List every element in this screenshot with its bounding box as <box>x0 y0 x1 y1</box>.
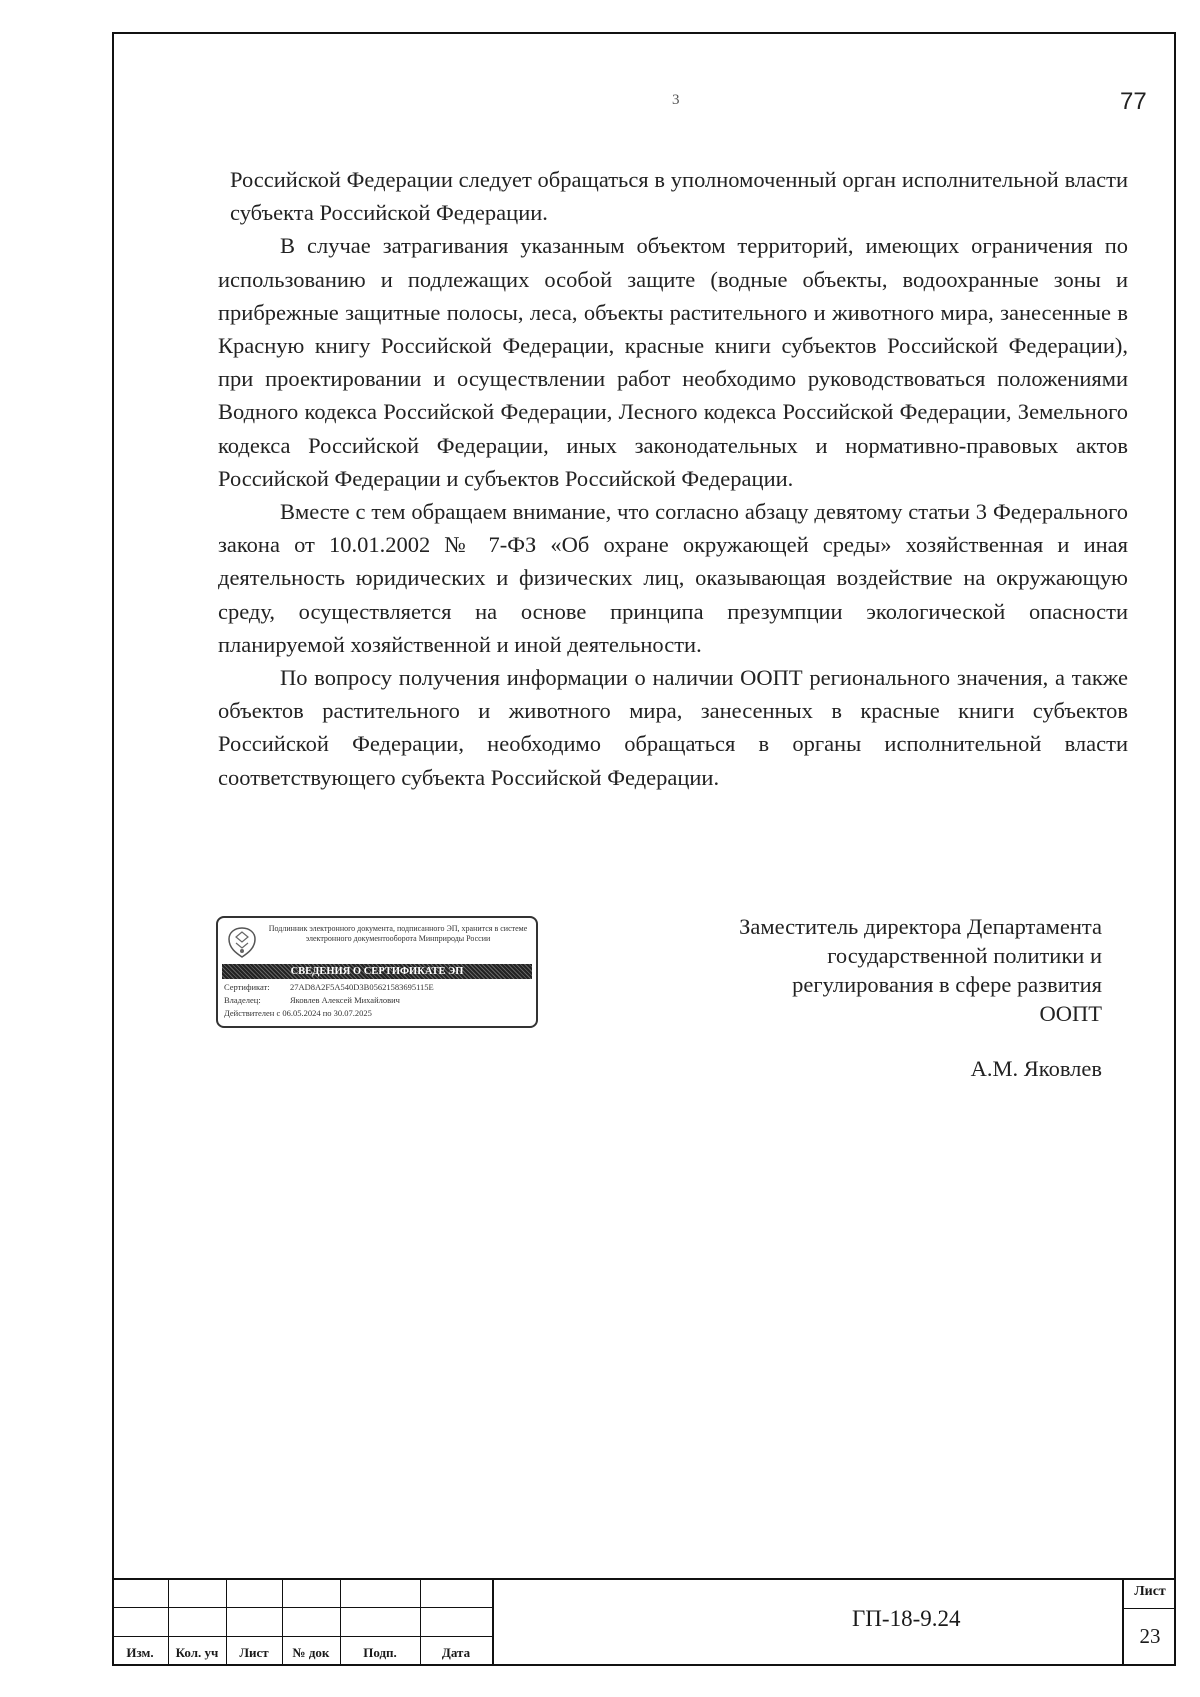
tb-line-v5 <box>420 1578 421 1666</box>
page-number: 3 <box>672 92 680 108</box>
tb-col-data: Дата <box>441 1645 471 1660</box>
stamp-cert-label: Сертификат: <box>224 982 270 992</box>
signature-block <box>640 912 1102 1083</box>
paragraph-2: В случае затрагивания указанным объектом территорий, имеющих ограничения по использованию и подлежащих особой защите (водные объекты, водоохранные зоны и прибрежные защитные полосы, леса, объекты растительного и животного мира, занесенные в Красную книгу Российской Федерации, красные книги субъектов Российской Федерации), при проектировании и осуществлении работ необходимо руководствоваться положениями Водного кодекса Российской Федерации, Лесного кодекса Российской Федерации, Земельного кодекса Российской Федерации, иных законодательных и нормативно-правовых актов Российской Федерации и субъектов Российской Федерации. <box>218 233 1128 491</box>
signer-position-line-2: государственной политики и <box>827 943 1102 968</box>
letter-body <box>218 163 1128 794</box>
stamp-cert-value: 27AD8A2F5A540D3B05621583695115E <box>290 982 434 992</box>
tb-col-list: Лист <box>239 1645 269 1660</box>
tb-col-izm: Изм. <box>126 1645 154 1660</box>
tb-line-v6 <box>492 1578 494 1666</box>
tb-line-top <box>112 1578 1176 1580</box>
stamp-owner-value: Яковлев Алексей Михайлович <box>290 995 400 1005</box>
tb-line-row1 <box>112 1607 492 1608</box>
tb-col-podp: Подп. <box>363 1645 397 1660</box>
signer-name: А.М. Яковлев <box>970 1056 1102 1081</box>
signer-position-line-4: ООПТ <box>1039 1001 1102 1026</box>
tb-line-sheet <box>1122 1608 1176 1609</box>
tb-col-ndok: № док <box>292 1645 330 1660</box>
coat-of-arms-icon <box>224 924 260 960</box>
title-block <box>112 1578 1176 1666</box>
stamp-owner-label: Владелец: <box>224 995 261 1005</box>
sheet-number: 23 <box>1139 1624 1161 1648</box>
e-signature-stamp <box>216 916 538 1028</box>
tb-line-row2 <box>112 1636 492 1637</box>
stamp-validity: Действителен с 06.05.2024 по 30.07.2025 <box>224 1008 372 1018</box>
document-code: ГП-18-9.24 <box>852 1606 961 1631</box>
tb-col-kol: Кол. уч <box>175 1645 219 1660</box>
document-number: 77 <box>1120 88 1147 115</box>
stamp-title: СВЕДЕНИЯ О СЕРТИФИКАТЕ ЭП <box>222 964 532 979</box>
paragraph-1: Российской Федерации следует обращаться в уполномоченный орган исполнительной власти субъекта Российской Федерации. <box>230 167 1128 226</box>
sheet-label: Лист <box>1134 1584 1166 1599</box>
paragraph-3: Вместе с тем обращаем внимание, что согласно абзацу девятому статьи 3 Федерального закона от 10.01.2002 № 7-ФЗ «Об охране окружающей среды» хозяйственная и иная деятельность юридических и физических лиц, оказывающая воздействие на окружающую среду, осуществляется на основе принципа презумпции экологической опасности планируемой хозяйственной и иной деятельности. <box>218 499 1128 657</box>
tb-line-v7 <box>1122 1578 1124 1666</box>
stamp-cert-row <box>224 982 534 993</box>
paragraph-4: По вопросу получения информации о наличии ООПТ регионального значения, а также объектов растительного и животного мира, занесенных в красные книги субъектов Российской Федерации, необходимо обращаться в органы исполнительной власти соответствующего субъекта Российской Федерации. <box>218 665 1128 790</box>
signer-position-line-1: Заместитель директора Департамента <box>739 914 1102 939</box>
signer-position-line-3: регулирования в сфере развития <box>792 972 1102 997</box>
stamp-header: Подлинник электронного документа, подписанного ЭП, хранится в системе электронного документооборота Минприроды России <box>268 924 528 943</box>
stamp-owner-row <box>224 995 534 1006</box>
